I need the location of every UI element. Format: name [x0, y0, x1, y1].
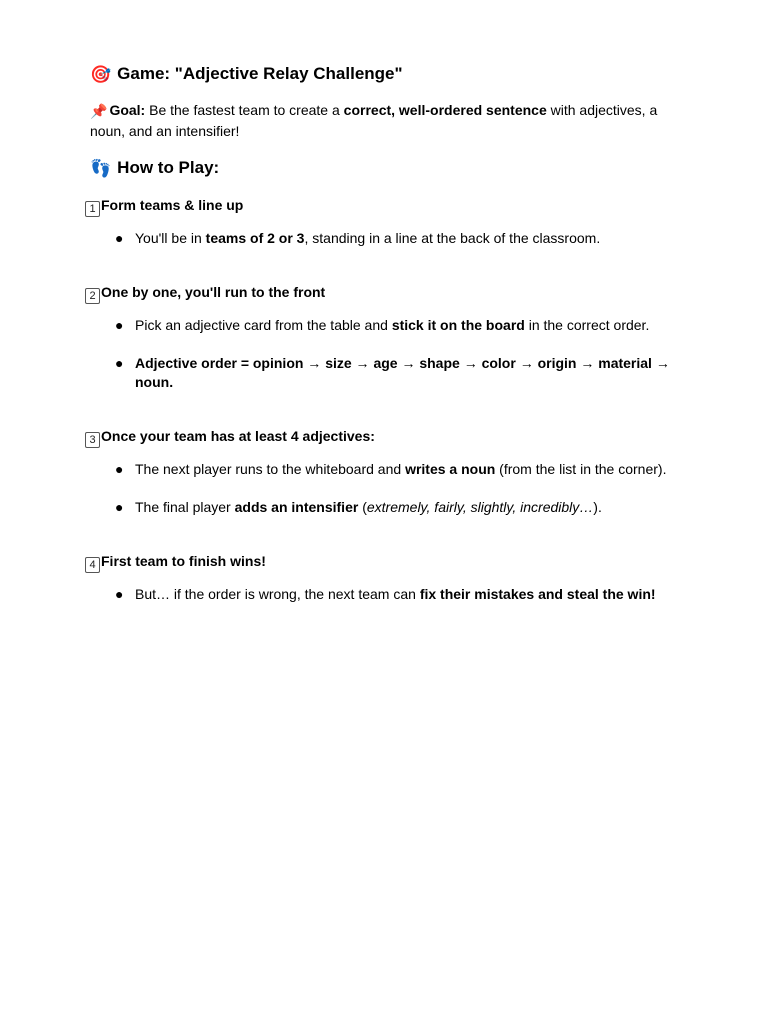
- bullet-bold: fix their mistakes and steal the win!: [419, 586, 656, 602]
- list-item: [115, 229, 675, 248]
- bullet-text: But… if the order is wrong, the next team can: [135, 586, 420, 602]
- step-3-title: Once your team has at least 4 adjectives:: [101, 428, 375, 444]
- bullet-icon: ●: [115, 461, 124, 477]
- goal-label: Goal:: [109, 102, 146, 118]
- goal-text-2: with adjectives, a noun, and an intensifier!: [90, 102, 658, 140]
- list-item: [115, 585, 675, 604]
- bullet-text: (: [358, 499, 367, 515]
- bullet-italic: extremely, fairly, slightly, incredibly…: [366, 499, 594, 515]
- keycap-3-icon: 3: [85, 432, 100, 448]
- step-4-heading: [85, 552, 266, 573]
- step-1-heading: [85, 196, 243, 217]
- bullet-icon: ●: [115, 230, 124, 246]
- bullet-icon: ●: [115, 586, 124, 602]
- bullet-text: The next player runs to the whiteboard and: [135, 461, 406, 477]
- bullet-bold: Adjective order = opinion → size → age → shape → color → origin → material → noun.: [135, 355, 670, 390]
- bullet-icon: ●: [115, 355, 124, 371]
- bullet-bold: stick it on the board: [391, 317, 525, 333]
- keycap-2-icon: 2: [85, 288, 100, 304]
- list-item: [115, 354, 675, 392]
- page-title: [90, 63, 403, 86]
- step-3-heading: [85, 427, 375, 448]
- bullet-text: , standing in a line at the back of the classroom.: [304, 230, 601, 246]
- list-item: [115, 498, 675, 517]
- keycap-1-icon: 1: [85, 201, 100, 217]
- bullet-icon: ●: [115, 499, 124, 515]
- goal-paragraph: [90, 100, 680, 141]
- pushpin-icon: 📌: [90, 103, 108, 120]
- goal-text-1: Be the fastest team to create a: [145, 102, 344, 118]
- how-to-play-text: How to Play:: [117, 158, 220, 177]
- step-2-title: One by one, you'll run to the front: [101, 284, 326, 300]
- goal-bold-1: correct, well-ordered sentence: [343, 102, 547, 118]
- bullet-icon: ●: [115, 317, 124, 333]
- list-item: [115, 316, 675, 335]
- step-4-title: First team to finish wins!: [101, 553, 266, 569]
- bullet-text: You'll be in: [135, 230, 206, 246]
- bullet-bold: writes a noun: [405, 461, 496, 477]
- list-item: [115, 460, 675, 479]
- bullet-bold: adds an intensifier: [234, 499, 359, 515]
- bullet-text: in the correct order.: [524, 317, 650, 333]
- bullet-bold: teams of 2 or 3: [205, 230, 305, 246]
- target-icon: 🎯: [90, 64, 112, 84]
- step-2-heading: [85, 283, 325, 304]
- page-title-text: Game: "Adjective Relay Challenge": [117, 64, 403, 83]
- bullet-text: The final player: [135, 499, 235, 515]
- step-1-title: Form teams & line up: [101, 197, 244, 213]
- bullet-text: (from the list in the corner).: [495, 461, 667, 477]
- how-to-play-heading: [90, 157, 219, 180]
- keycap-4-icon: 4: [85, 557, 100, 573]
- footprints-icon: 👣: [90, 158, 112, 178]
- bullet-text: ).: [593, 499, 602, 515]
- bullet-text: Pick an adjective card from the table and: [135, 317, 392, 333]
